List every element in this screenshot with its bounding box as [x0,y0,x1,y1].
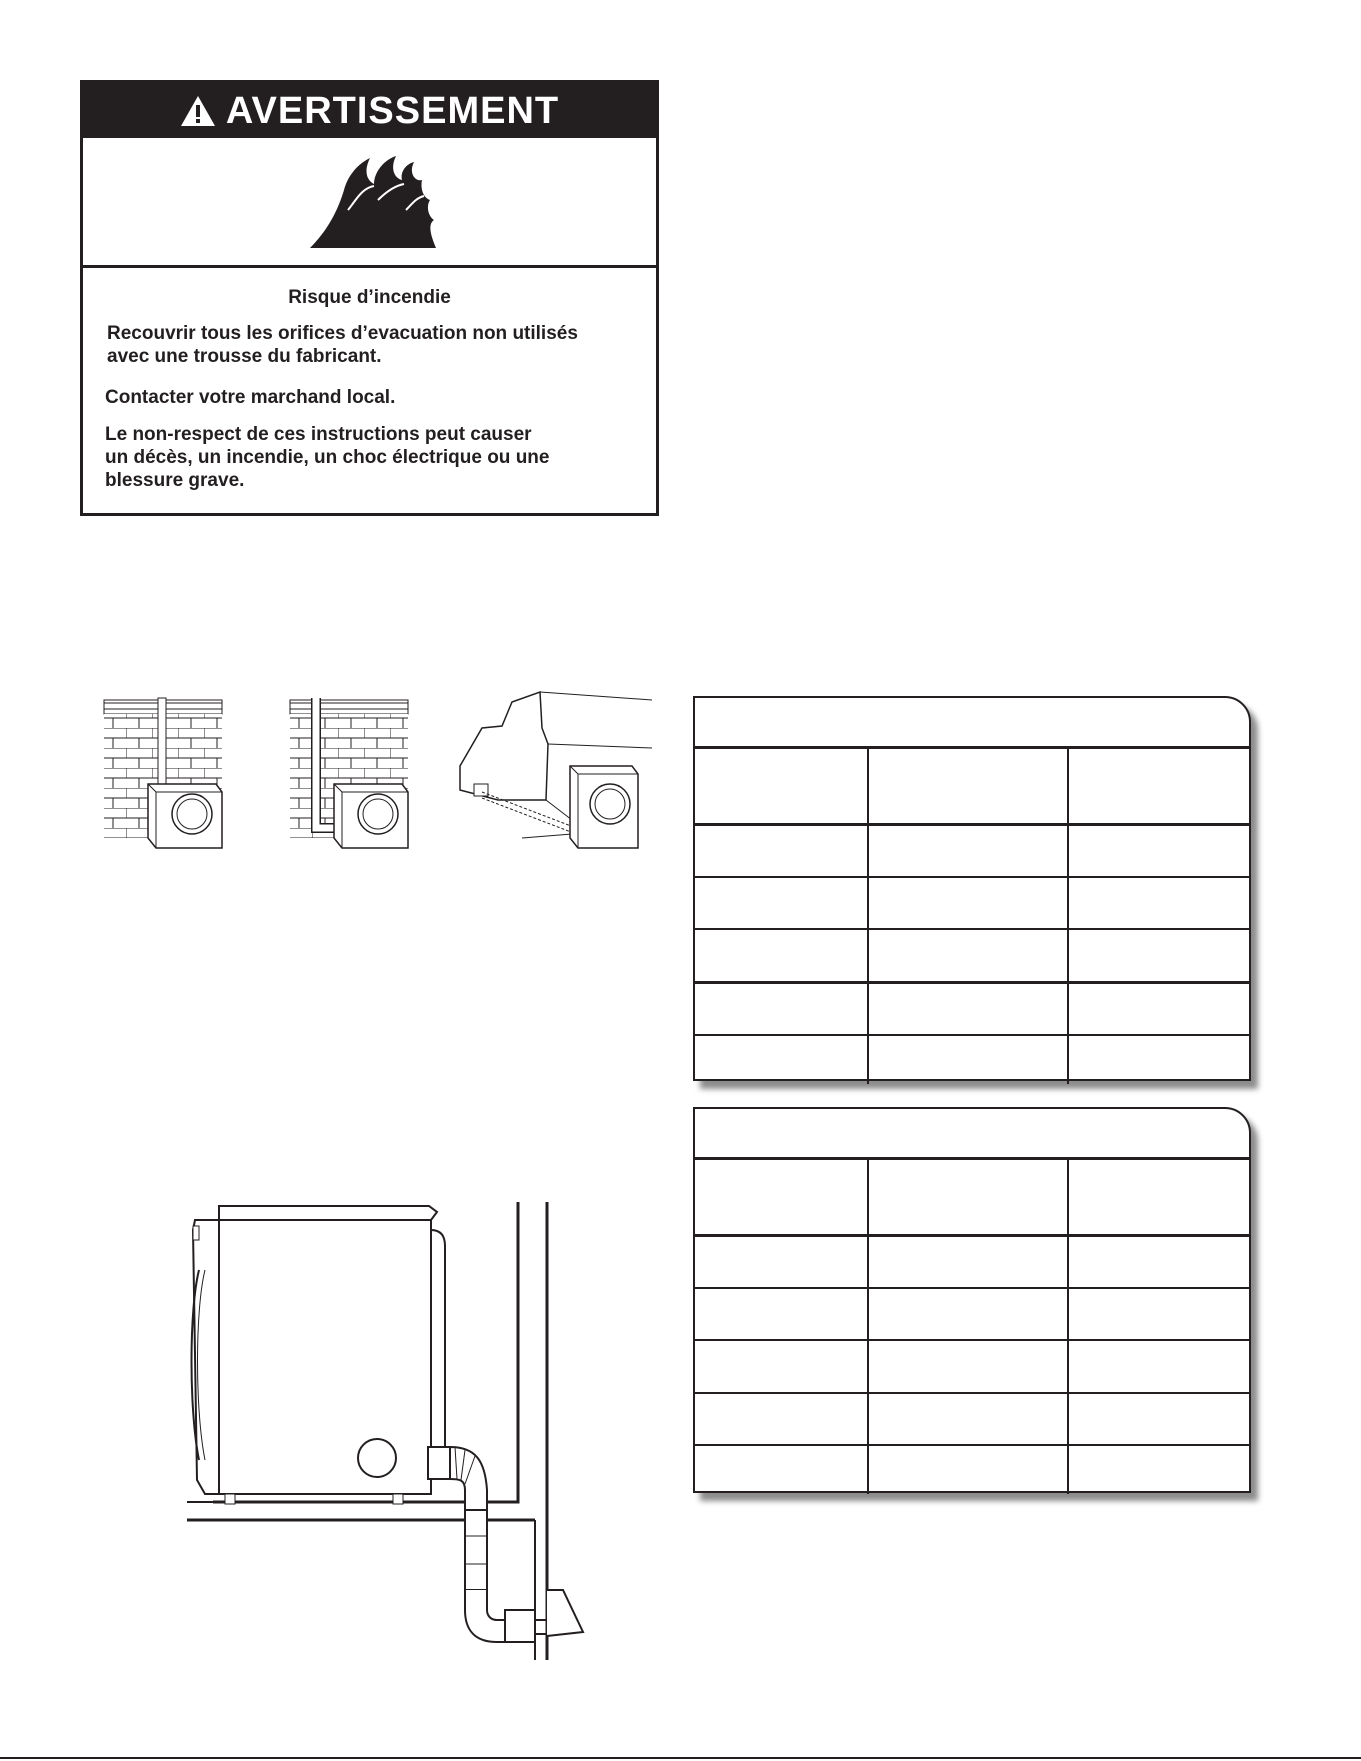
warning-line: avec une trousse du fabricant. [107,346,382,367]
illustration-vent-up [100,688,230,858]
table-row [695,878,1249,930]
table-header [695,1109,1249,1160]
table-row [695,1394,1249,1446]
vent-table-1 [693,696,1251,1081]
table-header [695,698,1249,749]
warning-line: Recouvrir tous les orifices d’evacuation non utilisés [107,323,578,344]
illustration-dryer-side-view [175,1190,595,1670]
table-row [695,930,1249,984]
table-row [695,1446,1249,1494]
warning-line: blessure grave. [105,470,245,491]
table-row [695,984,1249,1036]
table-row [695,749,1249,826]
warning-title: AVERTISSEMENT [225,89,560,132]
warning-line: Contacter votre marchand local. [105,387,396,408]
table-row [695,1341,1249,1394]
illustration-vent-side [452,688,652,858]
warning-box [80,80,659,516]
table-row [695,826,1249,878]
illustration-vent-elbow [286,688,416,858]
table-row [695,1289,1249,1341]
vent-table-2 [693,1107,1251,1493]
warning-line: Le non-respect de ces instructions peut causer [105,424,532,445]
bottom-rule [0,1757,1361,1759]
table-row [695,1237,1249,1289]
risk-title: Risque d’incendie [288,287,451,308]
table-row [695,1160,1249,1237]
warning-body [83,83,656,513]
table-row [695,1036,1249,1084]
warning-line: un décès, un incendie, un choc électrique ou une [105,447,550,468]
